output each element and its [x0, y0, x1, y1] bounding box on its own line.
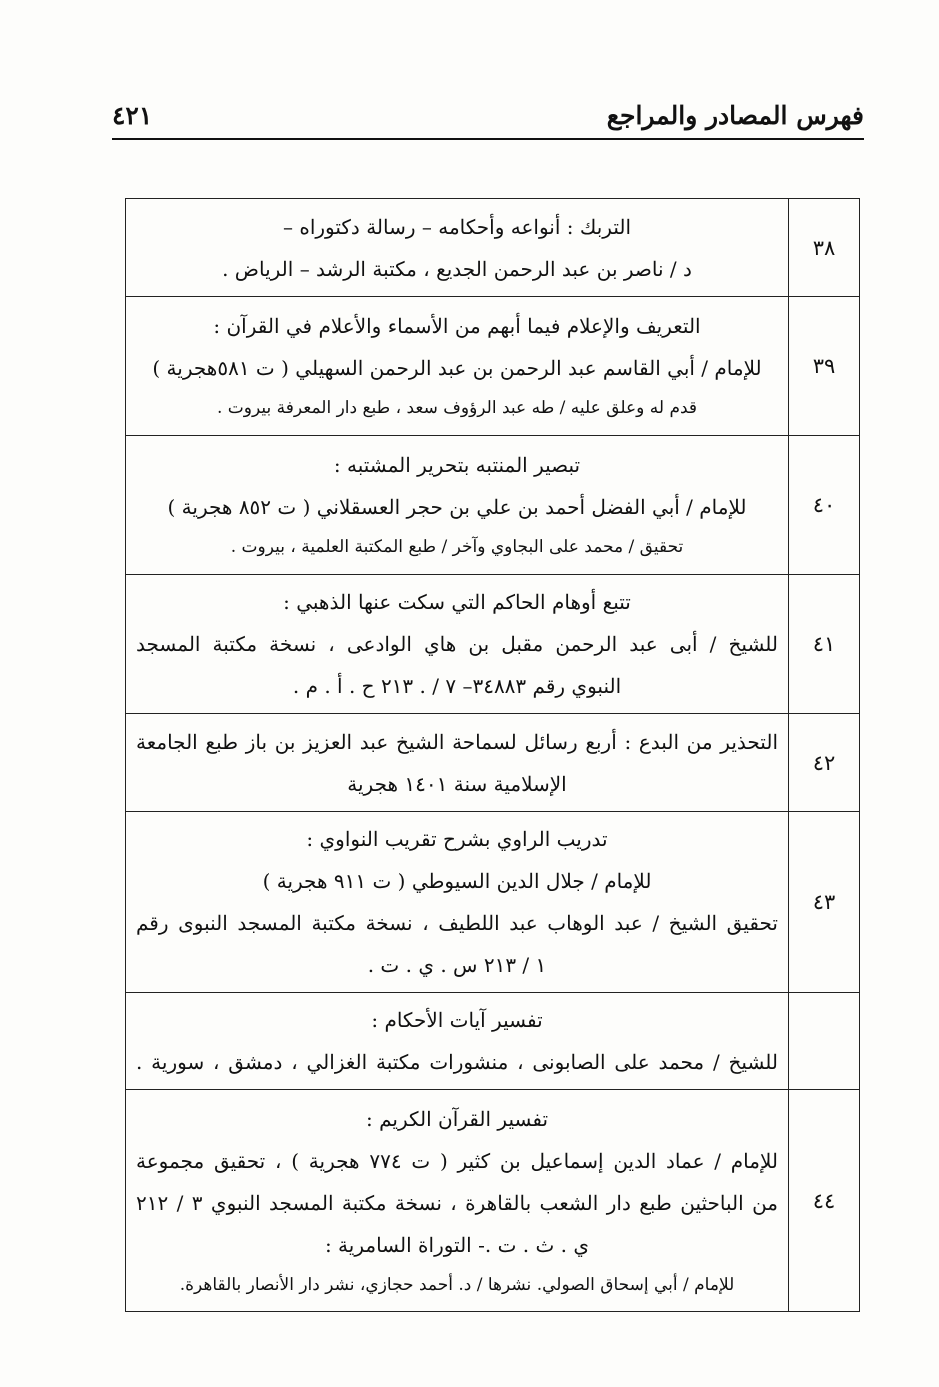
- entry-line: التحذير من البدع : أربع رسائل لسماحة الشيخ عبد العزيز بن باز طبع الجامعة: [136, 729, 778, 754]
- entry-line: تدريب الراوي بشرح تقريب النواوي :: [306, 827, 608, 851]
- entry-line: تفسير القرآن الكريم :: [365, 1106, 549, 1131]
- entry-number: [789, 993, 860, 1090]
- entry-line: النبوي رقم ٣٤٨٨٣– ٧ / . ٢١٣ ح . أ . م .: [292, 674, 622, 698]
- entry-text: [126, 1090, 789, 1312]
- table-row: [126, 575, 860, 714]
- page-title: فهرس المصادر والمراجع: [606, 101, 864, 130]
- entry-line: للإمام / أبي إسحاق الصولي. نشرها / د. أحمد حجازي، نشر دار الأنصار بالقاهرة.: [179, 1274, 735, 1295]
- entry-text: [126, 812, 789, 993]
- page-header: [112, 84, 864, 140]
- table-row: [126, 436, 860, 575]
- entry-text: [126, 993, 789, 1090]
- entry-line: تفسير آيات الأحكام :: [371, 1008, 543, 1032]
- entry-text: [126, 714, 789, 812]
- table-row: [126, 1090, 860, 1312]
- entry-line: ١ / ٢١٣ س . ي . ت .: [367, 953, 547, 977]
- entry-line: قدم له وعلق عليه / طه عبد الرؤوف سعد ، طبع دار المعرفة بيروت .: [216, 398, 698, 418]
- entry-number: ٤١: [789, 575, 860, 714]
- entry-number: ٤٣: [789, 812, 860, 993]
- references-table: [125, 198, 860, 1312]
- entry-text: [126, 297, 789, 436]
- table-row: [126, 993, 860, 1090]
- entry-line: التعريف والإعلام فيما أبهم من الأسماء والأعلام في القرآن :: [213, 314, 701, 338]
- entry-line: تحقيق الشيخ / عبد الوهاب عبد اللطيف ، نسخة مكتبة المسجد النبوى رقم: [136, 911, 778, 935]
- table-row: [126, 812, 860, 993]
- entry-line: التربك : أنواعه وأحكامه – رسالة دكتوراه –: [282, 214, 632, 239]
- entry-line: للشيخ / محمد على الصابونى ، منشورات مكتبة الغزالي ، دمشق ، سورية .: [136, 1050, 778, 1074]
- entry-number: ٣٩: [789, 297, 860, 436]
- page-number: ٤٢١: [112, 101, 153, 130]
- entry-line: تحقيق / محمد على البجاوي وآخر / طبع المكتبة العلمية ، بيروت .: [230, 537, 684, 557]
- entry-text: [126, 436, 789, 575]
- entry-line: د / ناصر بن عبد الرحمن الجديع ، مكتبة الرشد – الرياض .: [222, 256, 692, 281]
- entry-line: للإمام / أبي القاسم عبد الرحمن بن عبد الرحمن السهيلي ( ت ٥٨١هجرية ): [152, 356, 762, 380]
- entry-line: للإمام / أبي الفضل أحمد بن علي بن حجر العسقلاني ( ت ٨٥٢ هجرية ): [167, 495, 747, 519]
- table-row: [126, 714, 860, 812]
- entry-line: للشيخ / أبى عبد الرحمن مقبل بن هاي الوادعى ، نسخة مكتبة المسجد: [136, 632, 778, 656]
- entry-text: [126, 575, 789, 714]
- entry-line: تتبع أوهام الحاكم التي سكت عنها الذهبي :: [283, 590, 631, 614]
- entry-text: [126, 199, 789, 297]
- table-row: [126, 199, 860, 297]
- entry-number: ٤٤: [789, 1090, 860, 1312]
- entry-line: تبصير المنتبه بتحرير المشتبه :: [333, 453, 581, 477]
- entry-number: ٣٨: [789, 199, 860, 297]
- entry-number: ٤٢: [789, 714, 860, 812]
- entry-line: للإمام / جلال الدين السيوطي ( ت ٩١١ هجرية ): [262, 869, 652, 893]
- entry-line: الإسلامية سنة ١٤٠١ هجرية: [347, 771, 567, 796]
- entry-line: ي . ث . ت .- التوراة السامرية :: [324, 1232, 590, 1257]
- table-row: [126, 297, 860, 436]
- entry-line: للإمام / عماد الدين إسماعيل بن كثير ( ت ٧٧٤ هجرية ) ، تحقيق مجموعة: [136, 1148, 779, 1173]
- entry-line: من الباحثين طبع دار الشعب بالقاهرة ، نسخة مكتبة المسجد النبوي ٣ / ٢١٢: [136, 1190, 779, 1215]
- entry-number: ٤٠: [789, 436, 860, 575]
